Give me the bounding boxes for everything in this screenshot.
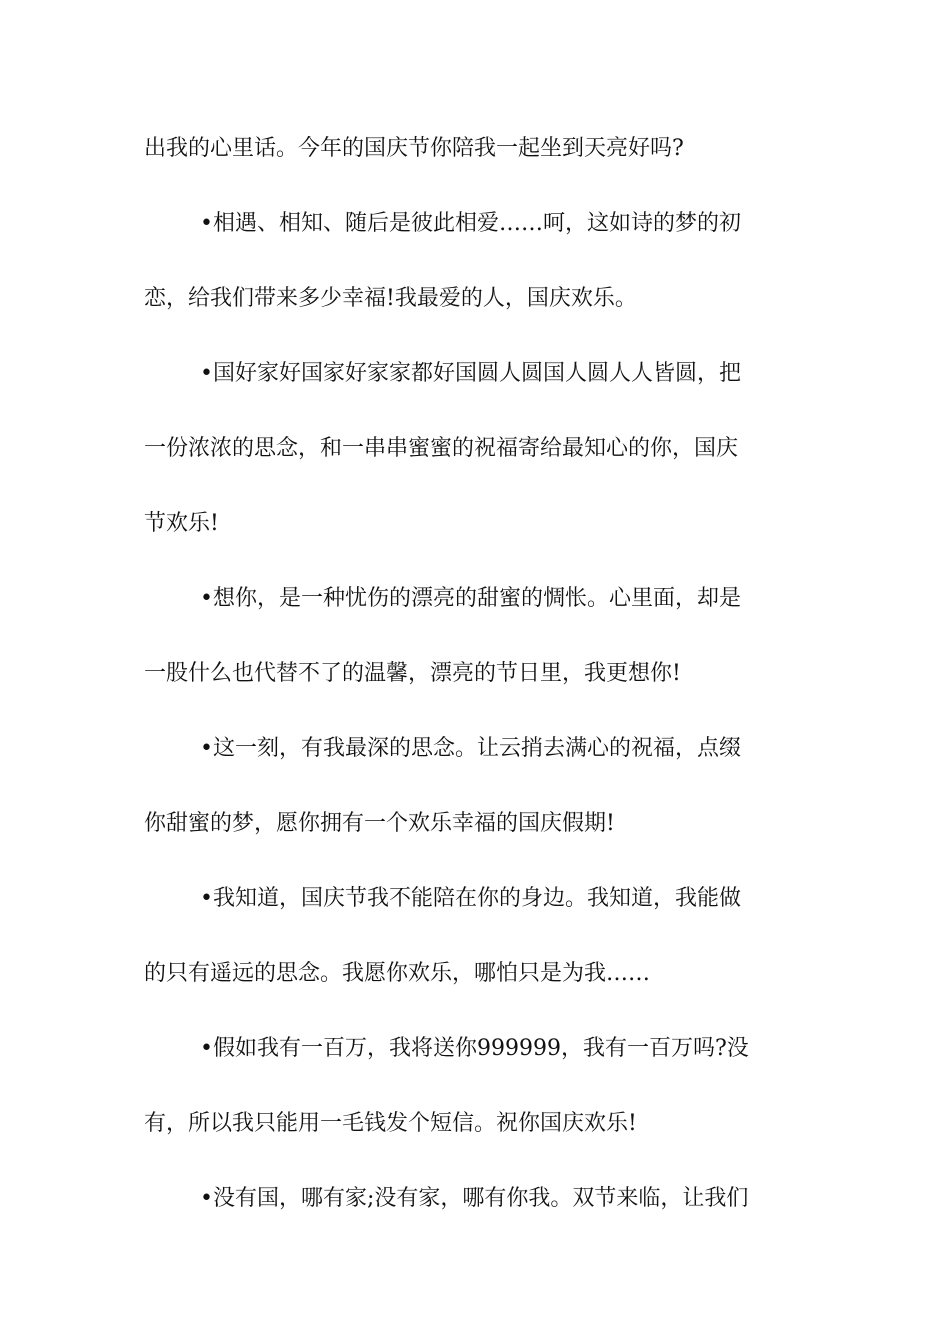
text-line: 出我的心里话。今年的国庆节你陪我一起坐到天亮好吗? (144, 136, 684, 161)
text-line: 恋，给我们带来多少幸福!我最爱的人，国庆欢乐。 (144, 286, 637, 311)
list-item-line: •相遇、相知、随后是彼此相爱……呵，这如诗的梦的初 (200, 211, 741, 236)
text-line: 有，所以我只能用一毛钱发个短信。祝你国庆欢乐! (144, 1111, 637, 1136)
list-item-line: •我知道，国庆节我不能陪在你的身边。我知道，我能做 (200, 886, 741, 911)
list-item-line: •国好家好国家好家家都好国圆人圆国人圆人人皆圆，把 (200, 361, 741, 386)
text-line: 的只有遥远的思念。我愿你欢乐，哪怕只是为我…… (144, 961, 651, 986)
text-line: 一股什么也代替不了的温馨，漂亮的节日里，我更想你! (144, 661, 681, 686)
list-item-line: •没有国，哪有家;没有家，哪有你我。双节来临，让我们 (200, 1186, 749, 1211)
text-line: 你甜蜜的梦，愿你拥有一个欢乐幸福的国庆假期! (144, 811, 615, 836)
text-line: 一份浓浓的思念，和一串串蜜蜜的祝福寄给最知心的你，国庆 (144, 436, 739, 461)
list-item-line: •这一刻，有我最深的思念。让云捎去满心的祝福，点缀 (200, 736, 741, 761)
list-item-line: •假如我有一百万，我将送你999999，我有一百万吗?没 (200, 1036, 749, 1061)
list-item-line: •想你，是一种忧伤的漂亮的甜蜜的惆怅。心里面，却是 (200, 586, 741, 611)
text-line: 节欢乐! (144, 511, 219, 536)
